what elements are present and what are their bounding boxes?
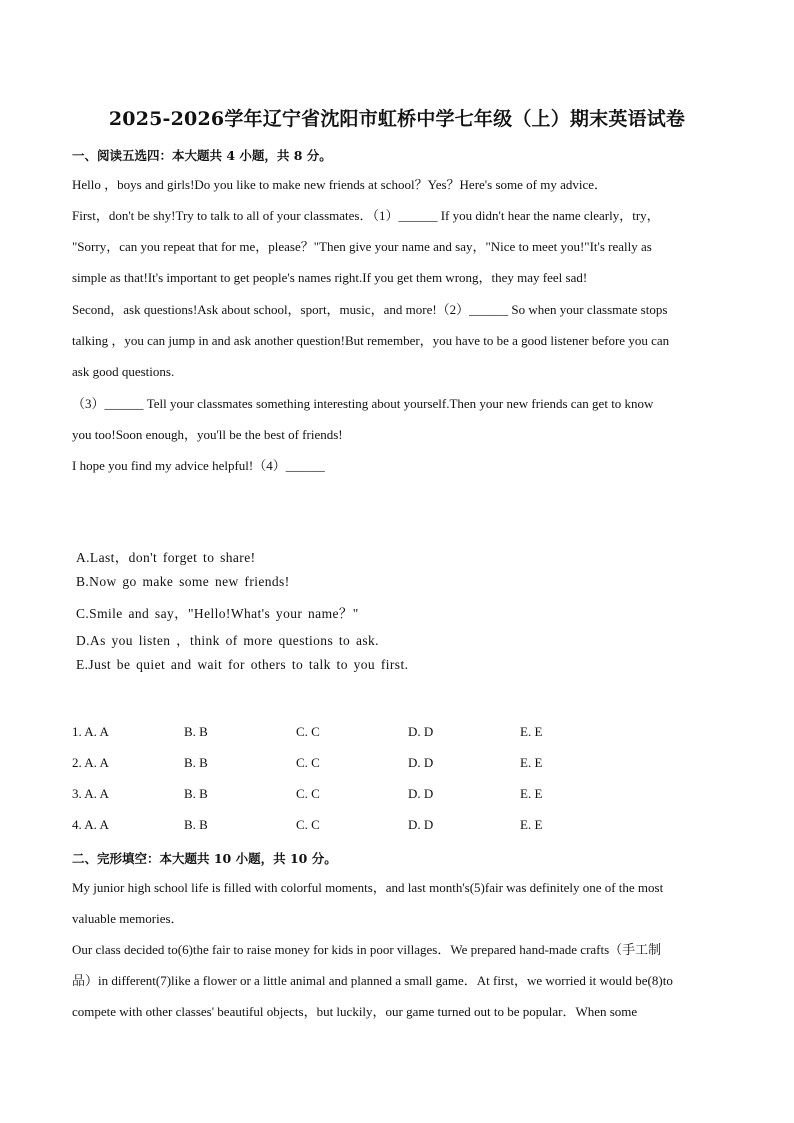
choice-c[interactable]: C. C [296, 755, 320, 770]
section-1-heading: 一、阅读五选四：本大题共 4 小题，共 8 分。 [72, 148, 332, 163]
question-row-2 [72, 755, 632, 771]
choice-b[interactable]: B. B [184, 817, 208, 832]
choice-e[interactable]: E. E [520, 817, 543, 832]
choice-c[interactable]: C. C [296, 786, 320, 801]
choice-b[interactable]: B. B [184, 724, 208, 739]
choice-c[interactable]: C. C [296, 817, 320, 832]
choice-b[interactable]: B. B [184, 786, 208, 801]
option-e: E.Just be quiet and wait for others to talk to you first. [76, 657, 409, 672]
choice-b[interactable]: B. B [184, 755, 208, 770]
choice-e[interactable]: E. E [520, 724, 543, 739]
cloze-line: compete with other classes' beautiful objects，but luckily，our game turned out to be popular．When some [72, 1004, 638, 1019]
choice-a[interactable]: 1. A. A [72, 724, 109, 739]
passage-line: I hope you find my advice helpful!（4）______ [72, 458, 325, 473]
passage-line: Hello ，boys and girls!Do you like to make new friends at school？Yes？Here's some of my advice． [72, 177, 608, 192]
choice-c[interactable]: C. C [296, 724, 320, 739]
option-b: B.Now go make some new friends! [76, 574, 290, 589]
passage-line: you too!Soon enough，you'll be the best of friends! [72, 427, 343, 442]
question-row-3 [72, 786, 632, 802]
passage-line: （3）______ Tell your classmates something interesting about yourself.Then your new friends can get to know [72, 396, 654, 411]
cloze-line: Our class decided to(6)the fair to raise money for kids in poor villages．We prepared hand-made crafts（手工制 [72, 942, 662, 957]
passage-line: First，don't be shy!Try to talk to all of your classmates．（1）______ If you didn't hear the name clearly，try， [72, 208, 660, 223]
passage-line: talking ，you can jump in and ask another question!But remember，you have to be a good listener before you can [72, 333, 670, 348]
question-row-4 [72, 817, 632, 833]
page-title: 2025-2026学年辽宁省沈阳市虹桥中学七年级（上）期末英语试卷 [108, 108, 686, 130]
choice-a[interactable]: 4. A. A [72, 817, 109, 832]
cloze-line: 品）in different(7)like a flower or a little animal and planned a small game．At first，we worried it would be(8)to [72, 973, 673, 988]
option-d: D.As you listen ，think of more questions to ask. [76, 633, 379, 648]
choice-a[interactable]: 2. A. A [72, 755, 109, 770]
passage-line: Second，ask questions!Ask about school，sport，music，and more!（2）______ So when your classmate stops [72, 302, 668, 317]
cloze-line: valuable memories． [72, 911, 184, 926]
choice-d[interactable]: D. D [408, 724, 434, 739]
section-2-heading: 二、完形填空：本大题共 10 小题，共 10 分。 [72, 851, 337, 866]
choice-a[interactable]: 3. A. A [72, 786, 109, 801]
choice-d[interactable]: D. D [408, 786, 434, 801]
passage-line: "Sorry，can you repeat that for me，please？"Then give your name and say，"Nice to meet you!"It's really as [72, 239, 652, 254]
passage-line: simple as that!It's important to get people's names right.If you get them wrong，they may feel sad! [72, 270, 588, 285]
option-a: A.Last，don't forget to share! [76, 550, 256, 565]
passage-line: ask good questions. [72, 364, 175, 379]
option-c: C.Smile and say，"Hello!What's your name？" [76, 606, 359, 621]
choice-e[interactable]: E. E [520, 755, 543, 770]
choice-d[interactable]: D. D [408, 817, 434, 832]
choice-d[interactable]: D. D [408, 755, 434, 770]
question-row-1 [72, 724, 632, 740]
choice-e[interactable]: E. E [520, 786, 543, 801]
cloze-line: My junior high school life is filled with colorful moments，and last month's(5)fair was definitely one of the most [72, 880, 664, 895]
